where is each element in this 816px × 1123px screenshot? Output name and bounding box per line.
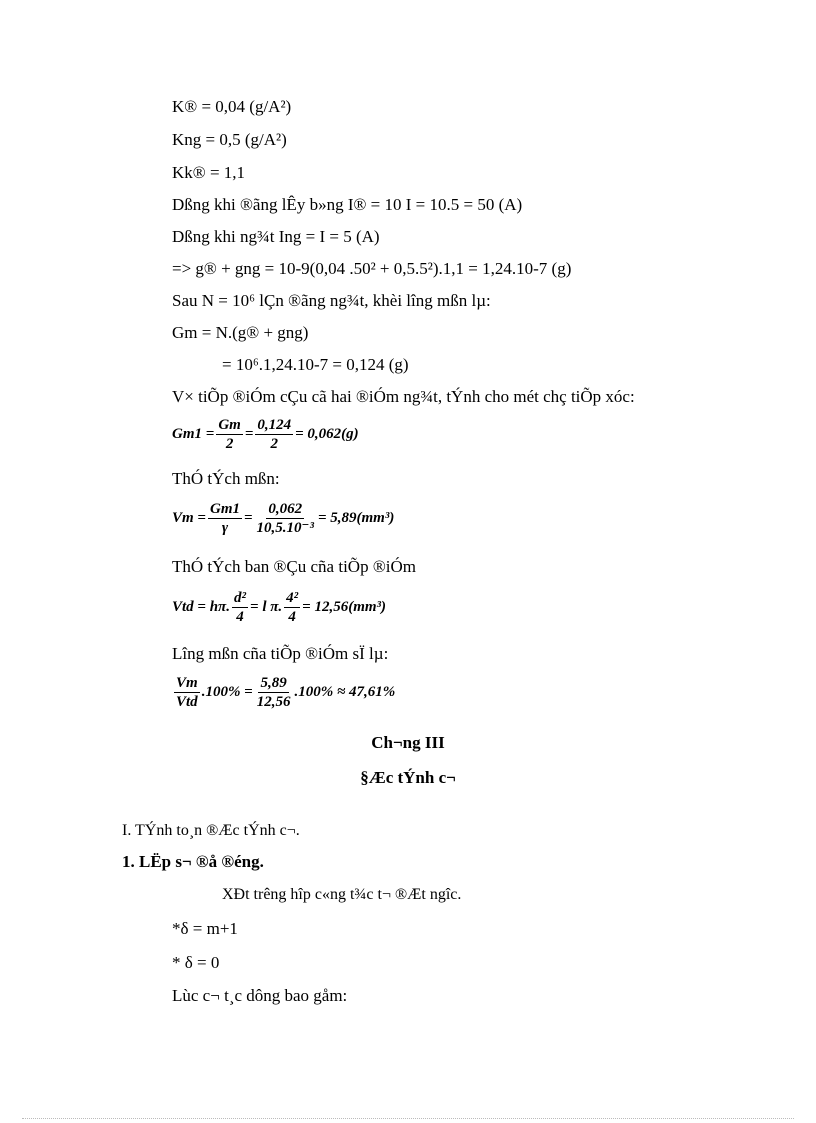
denominator: γ	[221, 520, 229, 536]
section-heading: I. TÝnh to¸n ®Æc tÝnh c¬.	[122, 822, 300, 839]
text-line: Dßng khi ®ãng lÊy b»ng I® = 10 I = 10.5 = 50 (A)	[172, 195, 523, 214]
text-line: Kk® = 1,1	[172, 163, 246, 182]
fraction	[255, 674, 293, 711]
text-line: K® = 0,04 (g/A²)	[172, 97, 292, 116]
denominator: 12,56	[256, 694, 291, 710]
numerator: Gm1	[209, 501, 240, 517]
fraction	[232, 589, 248, 626]
formula-rhs: = 5,89(mm³)	[317, 510, 395, 526]
numerator: 0,062	[268, 501, 303, 517]
fraction	[174, 674, 200, 711]
subsection-heading: 1. LËp s¬ ®å ®éng.	[122, 852, 264, 871]
text-line: *δ = m+1	[172, 919, 238, 938]
text-line: ThÓ tÝch mßn:	[172, 469, 280, 488]
fraction	[284, 589, 300, 626]
text-line: Lîng mßn cña tiÕp ®iÓm sÏ lµ:	[172, 644, 389, 663]
numerator: d²	[234, 590, 247, 606]
text-line: = 10⁶.1,24.10-7 = 0,124 (g)	[222, 355, 409, 374]
formula-worn-volume	[172, 500, 394, 537]
numerator: 5,89	[260, 675, 287, 691]
text-line: Lùc c¬ t¸c dông bao gåm:	[172, 986, 348, 1005]
text-line: Sau N = 10⁶ lÇn ®ãng ng¾t, khèi lîng mßn lµ:	[172, 291, 491, 310]
formula-rhs: = 0,062(g)	[295, 426, 359, 442]
formula-initial-volume	[172, 589, 386, 626]
text-line: => g® + gng = 10-9(0,04 .50² + 0,5.5²).1,1 = 1,24.10-7 (g)	[172, 259, 572, 278]
text-line: ThÓ tÝch ban ®Çu cña tiÕp ®iÓm	[172, 557, 416, 576]
denominator: 2	[270, 436, 278, 452]
formula-lhs: Vtd = hπ.	[172, 599, 231, 615]
numerator: Vm	[176, 675, 198, 691]
formula-rhs: .100% ≈ 47,61%	[294, 684, 396, 700]
formula-rhs: = 12,56(mm³)	[302, 599, 387, 615]
formula-operator: =	[243, 510, 253, 526]
formula-mass-per-contact	[172, 416, 359, 453]
chapter-title: Ch¬ng III	[371, 733, 445, 752]
page-bottom-divider	[22, 1118, 794, 1119]
numerator: 4²	[286, 590, 299, 606]
denominator: 4	[236, 609, 244, 625]
numerator: 0,124	[257, 417, 292, 433]
denominator: 10,5.10⁻³	[256, 520, 314, 536]
denominator: 2	[225, 436, 234, 452]
fraction	[255, 416, 293, 453]
denominator: Vtd	[176, 694, 198, 710]
numerator: Gm	[218, 417, 241, 433]
fraction	[216, 416, 243, 453]
fraction	[208, 500, 242, 537]
fraction	[255, 500, 316, 537]
formula-operator: =	[244, 426, 254, 442]
text-line: Kng = 0,5 (g/A²)	[172, 130, 287, 149]
text-line: V× tiÕp ®iÓm cÇu cã hai ®iÓm ng¾t, tÝnh cho mét chç tiÕp xóc:	[172, 387, 635, 406]
formula-lhs: Gm1 =	[172, 426, 215, 442]
denominator: 4	[288, 609, 296, 625]
text-line: XÐt trêng hîp c«ng t¾c t¬ ®Æt ngîc.	[222, 886, 462, 903]
formula-operator: .100% =	[201, 684, 253, 700]
formula-lhs: Vm =	[172, 510, 206, 526]
formula-wear-percentage	[172, 674, 395, 711]
text-line: Dßng khi ng¾t Ing = I = 5 (A)	[172, 227, 380, 246]
text-line: * δ = 0	[172, 953, 220, 972]
chapter-subtitle: §Æc tÝnh c¬	[360, 768, 456, 787]
formula-operator: = l π.	[250, 599, 283, 615]
text-line: Gm = N.(g® + gng)	[172, 323, 309, 342]
